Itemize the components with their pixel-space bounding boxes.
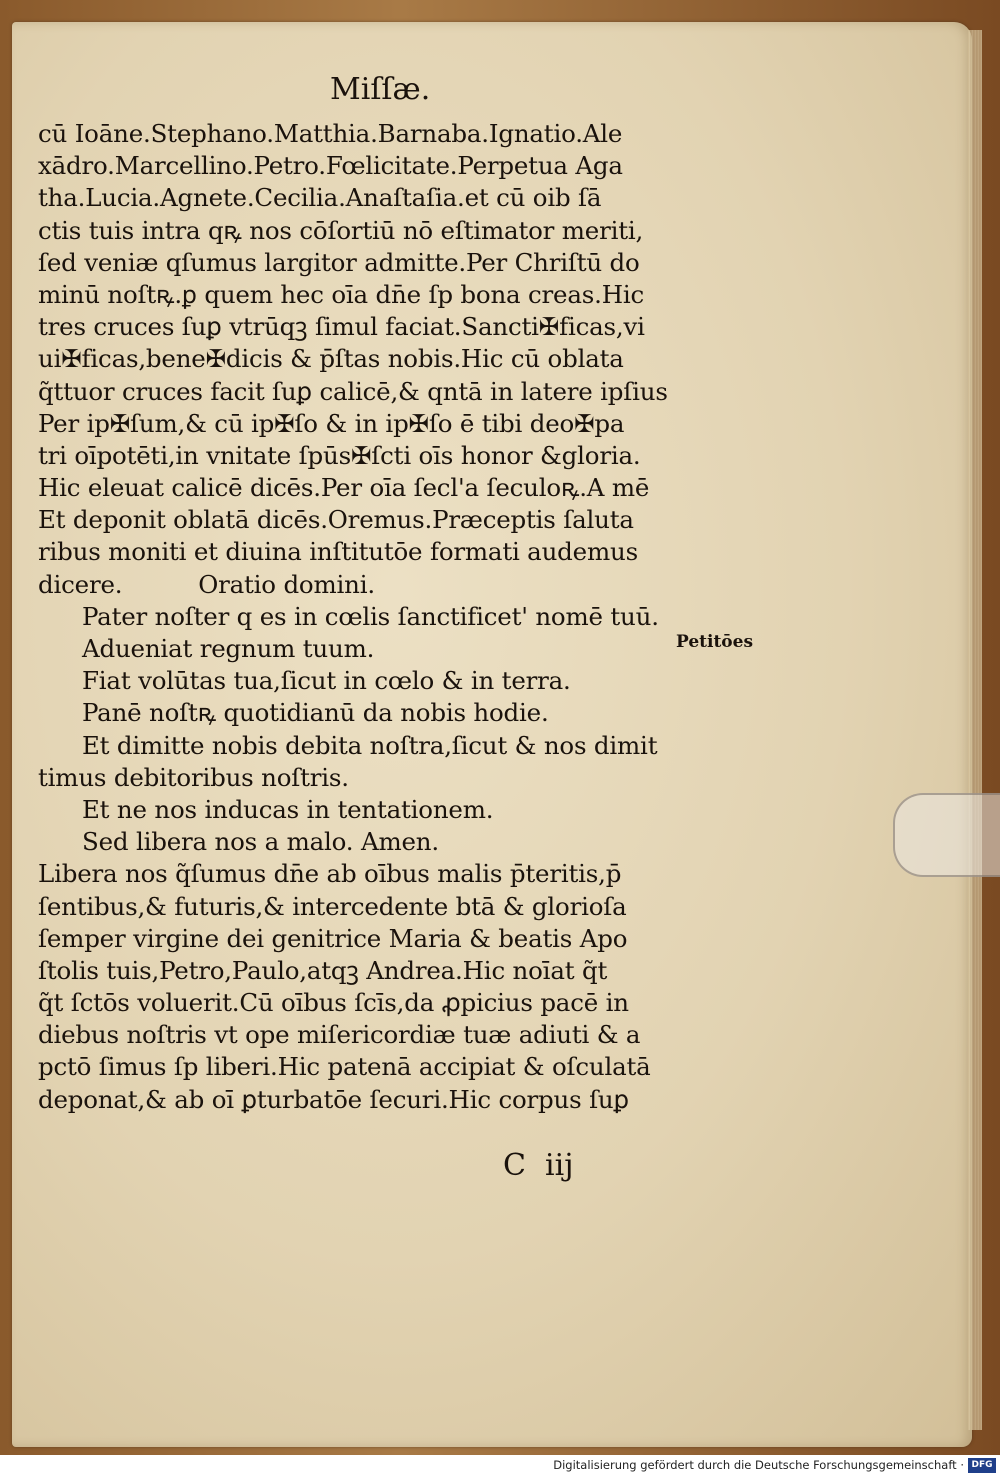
text-line: xādro.Marcellino.Petro.Fœlicitate.Perpetua Aga: [38, 151, 623, 181]
text-line: Per ip✠ſum,& cū ip✠ſo & in ip✠ſo ē tibi deo✠pa: [38, 408, 625, 438]
page-clip: [893, 793, 1000, 877]
text-line: Sed libera nos a malo. Amen.: [82, 827, 439, 857]
running-head: Miſſæ.: [330, 72, 431, 107]
text-line: diebus noſtris vt ope miſericordiæ tuæ adiuti & a: [38, 1020, 641, 1050]
text-line: ribus moniti et diuina inſtitutōe formati audemus: [38, 537, 638, 567]
body-text: [38, 118, 698, 1116]
text-line: Pater noſter q es in cœlis ſanctificet' nomē tuū.: [82, 601, 659, 631]
text-line: ſentibus,& futuris,& intercedente btā & glorioſa: [38, 891, 627, 921]
dfg-logo-icon: DFG: [968, 1458, 996, 1473]
text-line: q̃ttuor cruces facit ſuꝑ calicē,& qntā in latere ipſius: [38, 376, 668, 406]
text-line: Et deponit oblatā dicēs.Oremus.Præceptis ſaluta: [38, 505, 634, 535]
text-line: ctis tuis intra qꝶ nos cōſortiū nō eſtimator meriti,: [38, 215, 644, 245]
signature-mark: C iij: [503, 1148, 574, 1183]
text-line: q̃t ſctōs voluerit.Cū oībus ſcīs,da ꝓpicius pacē in: [38, 988, 629, 1018]
text-line: dicere. Oratio domini.: [38, 569, 375, 599]
text-line: ſemper virgine dei genitrice Maria & beatis Apo: [38, 923, 628, 953]
text-line: ſtolis tuis,Petro,Paulo,atqꝫ Andrea.Hic noīat q̃t: [38, 955, 608, 985]
footer-credit: Digitalisierung gefördert durch die Deutsche Forschungsgemeinschaft ·: [553, 1458, 964, 1472]
text-line: ui✠ficas,bene✠dicis & p̄ſtas nobis.Hic cū oblata: [38, 344, 624, 374]
text-line: tres cruces ſuꝑ vtrūqꝫ ſimul faciat.Sancti✠ficas,vi: [38, 312, 645, 342]
text-line: Adueniat regnum tuum.: [82, 634, 375, 663]
text-line: Et dimitte nobis debita noſtra,ſicut & nos dimit: [82, 730, 658, 760]
text-line: cū Ioāne.Stephano.Matthia.Barnaba.Ignatio.Ale: [38, 119, 623, 148]
footer: [0, 1455, 1000, 1477]
text-line: pctō ſimus ſp liberi.Hic patenā accipiat & oſculatā: [38, 1052, 651, 1082]
text-line: deponat,& ab oī ꝑturbatōe ſecuri.Hic corpus ſuꝑ: [38, 1084, 629, 1114]
text-line: Et ne nos inducas in tentationem.: [82, 794, 494, 824]
text-line: Hic eleuat calicē dicēs.Per oīa ſecl'a ſeculoꝶ.A mē: [38, 473, 650, 503]
text-line: Panē noſtꝶ quotidianū da nobis hodie.: [82, 698, 549, 728]
page-edges: [968, 30, 982, 1430]
text-line: ſed veniæ qſumus largitor admitte.Per Chriſtū do: [38, 247, 640, 277]
text-line: Libera nos q̃ſumus dn̄e ab oībus malis p̄teritis,p̄: [38, 859, 622, 889]
text-line: minū noſtꝶ.ꝑ quem hec oīa dn̄e ſp bona creas.Hic: [38, 279, 645, 309]
text-line: tri oīpotēti,in vnitate ſpūs✠ſcti oīs honor &gloria.: [38, 440, 641, 470]
text-line: tha.Lucia.Agnete.Cecilia.Anaſtaſia.et cū oib ſā: [38, 183, 602, 213]
text-line: Fiat volūtas tua,ſicut in cœlo & in terra.: [82, 666, 571, 696]
margin-note: Petitōes: [676, 632, 754, 652]
text-line: timus debitoribus noſtris.: [38, 762, 349, 792]
